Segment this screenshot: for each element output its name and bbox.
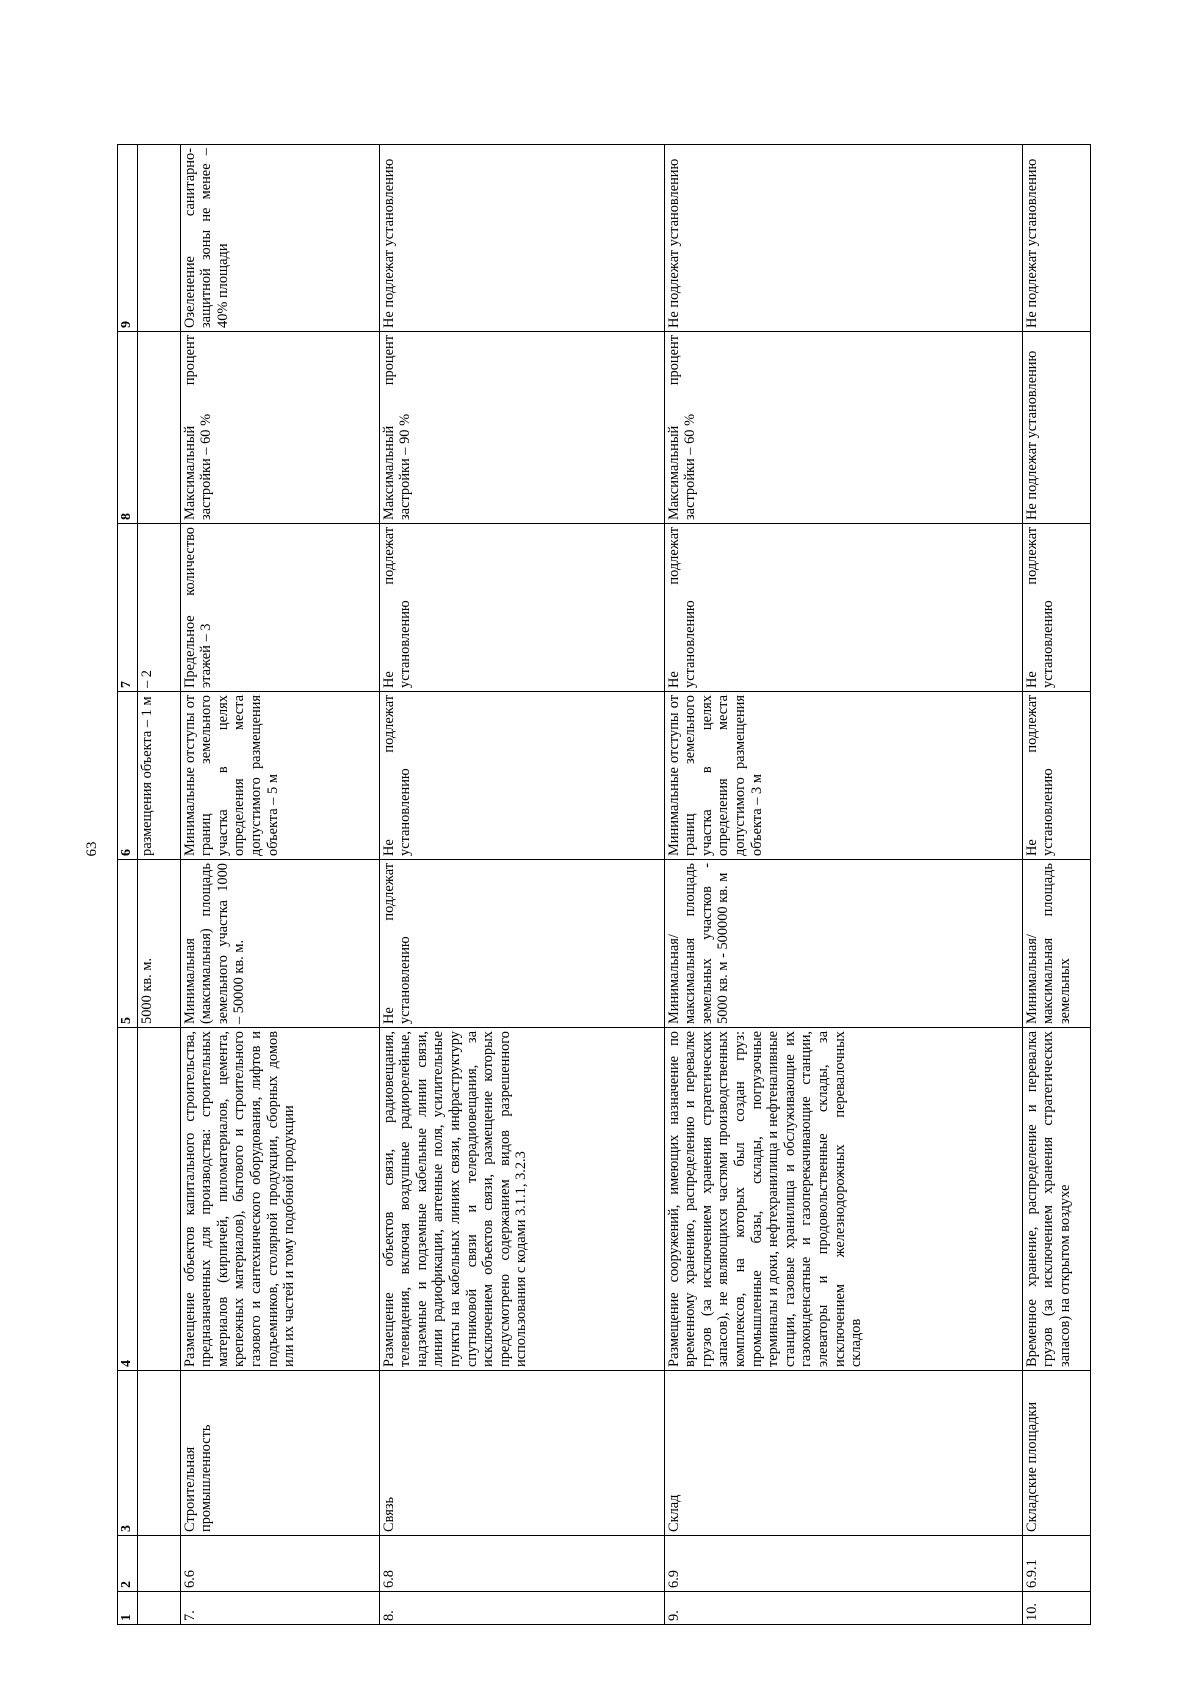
- table-row-continuation: [137, 145, 180, 1625]
- header-col-1: 1: [118, 1592, 138, 1625]
- cell-other: Не подлежат установлению: [1022, 145, 1090, 332]
- header-col-2: 2: [118, 1536, 138, 1592]
- cell-code: 6.9: [664, 1536, 1022, 1592]
- header-col-4: 4: [118, 1028, 138, 1371]
- header-col-9: 9: [118, 145, 138, 332]
- header-col-6: 6: [118, 692, 138, 860]
- cell-floors: – 2: [137, 524, 180, 692]
- cell-plot-area: Минимальная/максимальная площадь земельных: [1022, 860, 1090, 1028]
- cell-plot-area: Не подлежат установлению: [379, 860, 664, 1028]
- cell-description: [137, 1028, 180, 1371]
- cell-coverage: Максимальный процент застройки – 60 %: [664, 332, 1022, 524]
- cell-number: 8.: [379, 1592, 664, 1625]
- table-row: [664, 145, 1022, 1625]
- cell-description: Размещение объектов связи, радиовещания, телевидения, включая воздушные радиорелейные, надземные и подземные кабельные линии связи, линии радиофикации, антенные поля, усилительные пункты на кабельных линиях связи, инфраструктуру спутниковой связи и телерадиовещания, за исключением объектов связи, размещение которых предусмотрено содержанием видов разрешенного использования с кодами 3.1.1, 3.2.3: [379, 1028, 664, 1371]
- cell-other: [137, 145, 180, 332]
- cell-number: 7.: [180, 1592, 379, 1625]
- cell-coverage: Максимальный процент застройки – 90 %: [379, 332, 664, 524]
- cell-number: 10.: [1022, 1592, 1090, 1625]
- header-col-5: 5: [118, 860, 138, 1028]
- cell-setbacks: Не подлежат установлению: [1022, 692, 1090, 860]
- cell-description: Размещение объектов капитального строительства, предназначенных для производства: строительных материалов (кирпичей, пиломатериалов, цемента, крепежных материалов), бытового и строительного газового и сантехнического оборудования, лифтов и подъемников, столярной продукции, сборных домов или их частей и тому подобной продукции: [180, 1028, 379, 1371]
- header-row: [118, 145, 138, 1625]
- cell-number: 9.: [664, 1592, 1022, 1625]
- cell-other: Не подлежат установлению: [664, 145, 1022, 332]
- cell-setbacks: размещения объекта – 1 м: [137, 692, 180, 860]
- cell-description: Размещение сооружений, имеющих назначение по временному хранению, распределению и перевалке грузов (за исключением хранения стратегических запасов), не являющихся частями производственных комплексов, на которых был создан груз: промышленные базы, склады, погрузочные терминалы и доки, нефтехранилища и нефтеналивные станции, газовые хранилища и обслуживающие их газоконденсатные и газоперекачивающие станции, элеваторы и продовольственные склады, за исключением железнодорожных перевалочных складов: [664, 1028, 1022, 1371]
- header-col-3: 3: [118, 1371, 138, 1536]
- page-number: 63: [84, 841, 100, 857]
- table-row: [1022, 145, 1090, 1625]
- cell-use-name: [137, 1371, 180, 1536]
- cell-coverage: Максимальный процент застройки – 60 %: [180, 332, 379, 524]
- cell-use-name: Склад: [664, 1371, 1022, 1536]
- cell-plot-area: Минимальная/максимальная площадь земельных участков - 5000 кв. м - 500000 кв. м: [664, 860, 1022, 1028]
- cell-other: Озеленение санитарно-защитной зоны не менее – 40% площади: [180, 145, 379, 332]
- cell-plot-area: Минимальная (максимальная) площадь земельного участка 1000 – 50000 кв. м.: [180, 860, 379, 1028]
- cell-coverage: [137, 332, 180, 524]
- cell-plot-area: 5000 кв. м.: [137, 860, 180, 1028]
- cell-other: Не подлежат установлению: [379, 145, 664, 332]
- cell-code: 6.8: [379, 1536, 664, 1592]
- cell-use-name: Складские площадки: [1022, 1371, 1090, 1536]
- cell-coverage: Не подлежат установлению: [1022, 332, 1090, 524]
- cell-code: [137, 1536, 180, 1592]
- cell-number: [137, 1592, 180, 1625]
- cell-floors: Не подлежат установлению: [664, 524, 1022, 692]
- cell-setbacks: Минимальные отступы от границ земельного участка в целях определения места допустимого размещения объекта – 3 м: [664, 692, 1022, 860]
- header-col-7: 7: [118, 524, 138, 692]
- cell-setbacks: Минимальные отступы от границ земельного участка в целях определения места допустимого размещения объекта – 5 м: [180, 692, 379, 860]
- rotated-table-wrapper: [117, 145, 1082, 1625]
- cell-use-name: Строительная промышленность: [180, 1371, 379, 1536]
- cell-floors: Предельное количество этажей – 3: [180, 524, 379, 692]
- cell-floors: Не подлежат установлению: [379, 524, 664, 692]
- cell-use-name: Связь: [379, 1371, 664, 1536]
- header-col-8: 8: [118, 332, 138, 524]
- cell-description: Временное хранение, распределение и перевалка грузов (за исключением хранения стратегических запасов) на открытом воздухе: [1022, 1028, 1090, 1371]
- table-row: [180, 145, 379, 1625]
- zoning-table: [117, 144, 1091, 1625]
- cell-setbacks: Не подлежат установлению: [379, 692, 664, 860]
- cell-code: 6.9.1: [1022, 1536, 1090, 1592]
- cell-floors: Не подлежат установлению: [1022, 524, 1090, 692]
- cell-code: 6.6: [180, 1536, 379, 1592]
- table-row: [379, 145, 664, 1625]
